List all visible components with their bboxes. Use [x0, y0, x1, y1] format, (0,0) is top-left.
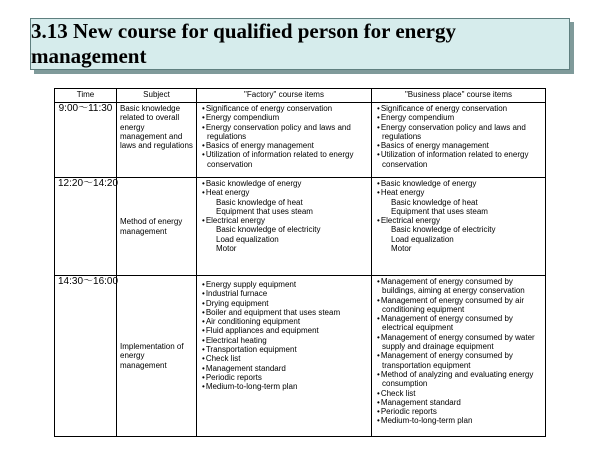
list-item: • Basic knowledge of energy	[375, 179, 542, 188]
list-item: • Basic knowledge of energy	[200, 179, 368, 188]
list-subitem: Basic knowledge of electricity	[216, 225, 321, 235]
list-item: • Industrial furnace	[200, 289, 368, 298]
business-items-cell	[372, 103, 546, 178]
list-subitem: Basic knowledge of heat	[391, 197, 478, 207]
list-item: • Significance of energy conservation	[375, 104, 542, 113]
list-item: • Transportation equipment	[200, 345, 368, 354]
list-item: • Management of energy consumed by water supply and drainage equipment	[375, 333, 542, 352]
list-item: • Energy conservation policy and laws and regulations	[375, 123, 542, 142]
list-item: • Electrical heating	[200, 336, 368, 345]
list-item: • Utilization of information related to energy conservation	[375, 150, 542, 169]
header-row	[55, 89, 546, 103]
list-subitem: Load equalization	[216, 234, 279, 244]
list-item: • Check list	[200, 354, 368, 363]
list-subitem: Basic knowledge of heat	[216, 197, 303, 207]
list-item: • Utilization of information related to energy conservation	[200, 150, 368, 169]
list-item: • Periodic reports	[200, 373, 368, 382]
list-item: • Energy compendium	[200, 113, 368, 122]
business-items-cell	[372, 178, 546, 276]
title-box	[30, 18, 570, 70]
factory-items-cell	[197, 103, 372, 178]
table-row	[55, 178, 546, 276]
list-item: • Energy compendium	[375, 113, 542, 122]
list-item: • Management standard	[375, 398, 542, 407]
subject-cell: Implementation of energy management	[117, 276, 197, 437]
factory-items-cell	[197, 276, 372, 437]
time-cell: 9:00～11:30	[55, 103, 117, 178]
list-item: • Heat energy	[375, 188, 542, 197]
list-item: • Energy supply equipment	[200, 280, 368, 289]
list-item: • Management of energy consumed by air conditioning equipment	[375, 296, 542, 315]
list-subitem: Motor	[391, 244, 412, 254]
list-item: • Drying equipment	[200, 299, 368, 308]
list-item: • Significance of energy conservation	[200, 104, 368, 113]
list-subitem: Load equalization	[391, 234, 454, 244]
list-item: • Medium-to-long-term plan	[375, 416, 542, 425]
header-subject: Subject	[117, 89, 197, 103]
table-row	[55, 276, 546, 437]
list-item: • Periodic reports	[375, 407, 542, 416]
time-cell: 12:20～14:20	[55, 178, 117, 276]
list-subitem: Basic knowledge of electricity	[391, 225, 496, 235]
list-item: • Basics of energy management	[200, 141, 368, 150]
list-item: • Check list	[375, 389, 542, 398]
header-factory: "Factory" course items	[197, 89, 372, 103]
list-item: • Heat energy	[200, 188, 368, 197]
list-item: • Management standard	[200, 364, 368, 373]
business-items-cell	[372, 276, 546, 437]
subject-cell: Basic knowledge related to overall energy management and laws and regulations	[117, 103, 197, 178]
list-item: • Electrical energy	[200, 216, 368, 225]
time-cell: 14:30～16:00	[55, 276, 117, 437]
list-item: • Basics of energy management	[375, 141, 542, 150]
list-subitem: Motor	[216, 244, 237, 254]
page-title: 3.13 New course for qualified person for energy management	[31, 19, 457, 68]
list-item: • Electrical energy	[375, 216, 542, 225]
course-schedule-table	[54, 88, 546, 437]
list-item: • Boiler and equipment that uses steam	[200, 308, 368, 317]
table-row	[55, 103, 546, 178]
list-item: • Management of energy consumed by buildings, aiming at energy conservation	[375, 277, 542, 296]
list-item: • Management of energy consumed by transportation equipment	[375, 351, 542, 370]
header-time: Time	[55, 89, 117, 103]
list-item: • Management of energy consumed by electrical equipment	[375, 314, 542, 333]
list-item: • Fluid appliances and equipment	[200, 326, 368, 335]
factory-items-cell	[197, 178, 372, 276]
list-item: • Method of analyzing and evaluating energy consumption	[375, 370, 542, 389]
list-item: • Energy conservation policy and laws and regulations	[200, 123, 368, 142]
list-subitem: Equipment that uses steam	[391, 206, 488, 216]
list-item: • Medium-to-long-term plan	[200, 382, 368, 391]
list-item: • Air conditioning equipment	[200, 317, 368, 326]
list-subitem: Equipment that uses steam	[216, 206, 313, 216]
header-business: "Business place" course items	[372, 89, 546, 103]
subject-cell: Method of energy management	[117, 178, 197, 276]
